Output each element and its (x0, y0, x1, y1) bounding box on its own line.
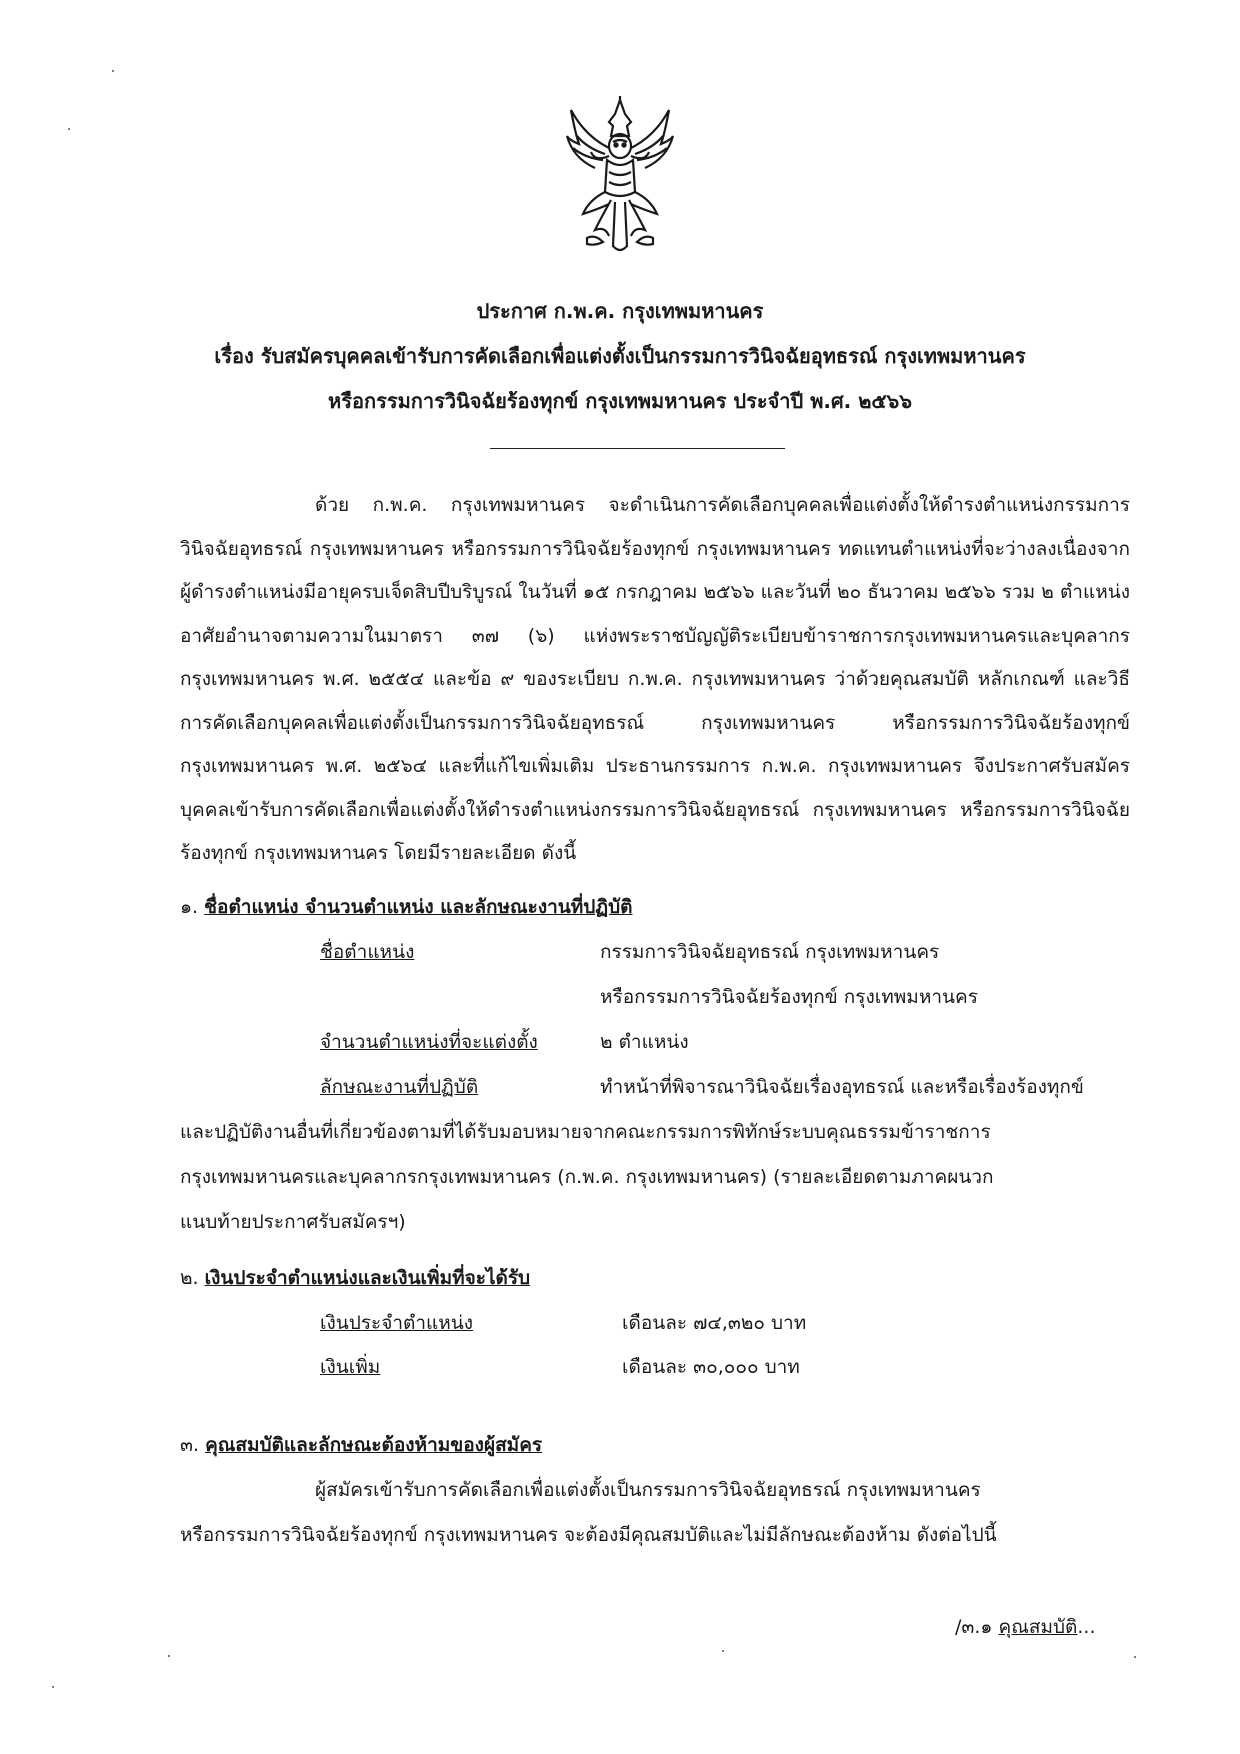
section-2-heading (180, 1263, 530, 1293)
count-value: ๒ ตำแหน่ง (600, 1031, 689, 1053)
scan-speck (112, 70, 114, 72)
section-3-heading (180, 1430, 542, 1460)
section-3-text-2: หรือกรรมการวินิจฉัยร้องทุกข์ กรุงเทพมหานคร จะต้องมีคุณสมบัติและไม่มีลักษณะต้องห้าม ดังต่อไปนี้ (180, 1524, 997, 1546)
salary-value: เดือนละ ๗๔,๓๒๐ บาท (622, 1312, 807, 1334)
extra-pay-value: เดือนละ ๓๐,๐๐๐ บาท (622, 1356, 800, 1378)
continuation-link: คุณสมบัติ (998, 1616, 1078, 1638)
section-2-number: ๒. (180, 1267, 199, 1289)
title-divider (490, 448, 785, 449)
scan-speck (68, 128, 70, 130)
scan-speck (52, 1686, 54, 1688)
section-3-title: คุณสมบัติและลักษณะต้องห้ามของผู้สมัคร (205, 1434, 543, 1456)
position-label: ชื่อตำแหน่ง (320, 941, 415, 963)
duty-continuation-1: และปฏิบัติงานอื่นที่เกี่ยวข้องตามที่ได้รับมอบหมายจากคณะกรรมการพิทักษ์ระบบคุณธรรมข้าราชการ (180, 1121, 991, 1143)
intro-paragraph (180, 484, 1130, 876)
duty-continuation-2: กรุงเทพมหานครและบุคลากรกรุงเทพมหานคร (ก.พ.ค. กรุงเทพมหานคร) (รายละเอียดตามภาคผนวก (180, 1166, 994, 1188)
section-3-text-1: ผู้สมัครเข้ารับการคัดเลือกเพื่อแต่งตั้งเป็นกรรมการวินิจฉัยอุทธรณ์ กรุงเทพมหานคร (315, 1479, 981, 1501)
position-value-2: หรือกรรมการวินิจฉัยร้องทุกข์ กรุงเทพมหานคร (600, 986, 978, 1008)
duty-value: ทำหน้าที่พิจารณาวินิจฉัยเรื่องอุทธรณ์ และหรือเรื่องร้องทุกข์ (600, 1076, 1084, 1098)
position-value-1: กรรมการวินิจฉัยอุทธรณ์ กรุงเทพมหานคร (600, 941, 940, 963)
scan-speck (722, 1650, 724, 1652)
continuation-prefix: /๓.๑ (955, 1616, 999, 1638)
subject-line-2: หรือกรรมการวินิจฉัยร้องทุกข์ กรุงเทพมหานคร ประจำปี พ.ศ. ๒๕๖๖ (328, 389, 912, 413)
count-label: จำนวนตำแหน่งที่จะแต่งตั้ง (320, 1031, 538, 1053)
continuation-suffix: ... (1077, 1616, 1096, 1638)
continuation-note (955, 1612, 1096, 1642)
announcement-title: ประกาศ ก.พ.ค. กรุงเทพมหานคร (476, 299, 764, 323)
scan-speck (1134, 1656, 1136, 1658)
duty-label: ลักษณะงานที่ปฏิบัติ (320, 1076, 479, 1098)
extra-pay-label: เงินเพิ่ม (320, 1356, 381, 1378)
section-1-heading (180, 892, 633, 922)
duty-continuation-3: แนบท้ายประกาศรับสมัครฯ) (180, 1211, 406, 1233)
intro-text: ด้วย ก.พ.ค. กรุงเทพมหานคร จะดำเนินการคัดเลือกบุคคลเพื่อแต่งตั้งให้ดำรงตำแหน่งกรรมการวินิจฉัยอุทธรณ์ กรุงเทพมหานคร หรือกรรมการวินิจฉัยร้องทุกข์ กรุงเทพมหานคร ทดแทนตำแหน่งที่จะว่างลงเนื่องจากผู้ดำรงตำแหน่งมีอายุครบเจ็ดสิบปีบริบูรณ์ ในวันที่ ๑๕ กรกฎาคม ๒๕๖๖ และวันที่ ๒๐ ธันวาคม ๒๕๖๖ รวม ๒ ตำแหน่ง อาศัยอำนาจตามความในมาตรา ๓๗ (๖) แห่งพระราชบัญญัติระเบียบข้าราชการกรุงเทพมหานครและบุคลากรกรุงเทพมหานคร พ.ศ. ๒๕๕๔ และข้อ ๙ ของระเบียบ ก.พ.ค. กรุงเทพมหานคร ว่าด้วยคุณสมบัติ หลักเกณฑ์ และวิธีการคัดเลือกบุคคลเพื่อแต่งตั้งเป็นกรรมการวินิจฉัยอุทธรณ์ กรุงเทพมหานคร หรือกรรมการวินิจฉัยร้องทุกข์ กรุงเทพมหานคร พ.ศ. ๒๕๖๔ และที่แก้ไขเพิ่มเติม ประธานกรรมการ ก.พ.ค. กรุงเทพมหานคร จึงประกาศรับสมัครบุคคลเข้ารับการคัดเลือกเพื่อแต่งตั้งให้ดำรงตำแหน่งกรรมการวินิจฉัยอุทธรณ์ กรุงเทพมหานคร หรือกรรมการวินิจฉัยร้องทุกข์ กรุงเทพมหานคร โดยมีรายละเอียด ดังนี้ (180, 494, 1130, 864)
salary-label: เงินประจำตำแหน่ง (320, 1312, 474, 1334)
scan-speck (168, 1655, 170, 1657)
garuda-emblem-icon (565, 96, 675, 256)
section-3-number: ๓. (180, 1434, 200, 1456)
section-2-title: เงินประจำตำแหน่งและเงินเพิ่มที่จะได้รับ (204, 1267, 531, 1289)
section-1-number: ๑. (180, 896, 199, 918)
subject-line-1: เรื่อง รับสมัครบุคคลเข้ารับการคัดเลือกเพื่อแต่งตั้งเป็นกรรมการวินิจฉัยอุทธรณ์ กรุงเทพมหานคร (214, 344, 1026, 368)
section-1-title: ชื่อตำแหน่ง จำนวนตำแหน่ง และลักษณะงานที่ปฏิบัติ (204, 896, 633, 918)
